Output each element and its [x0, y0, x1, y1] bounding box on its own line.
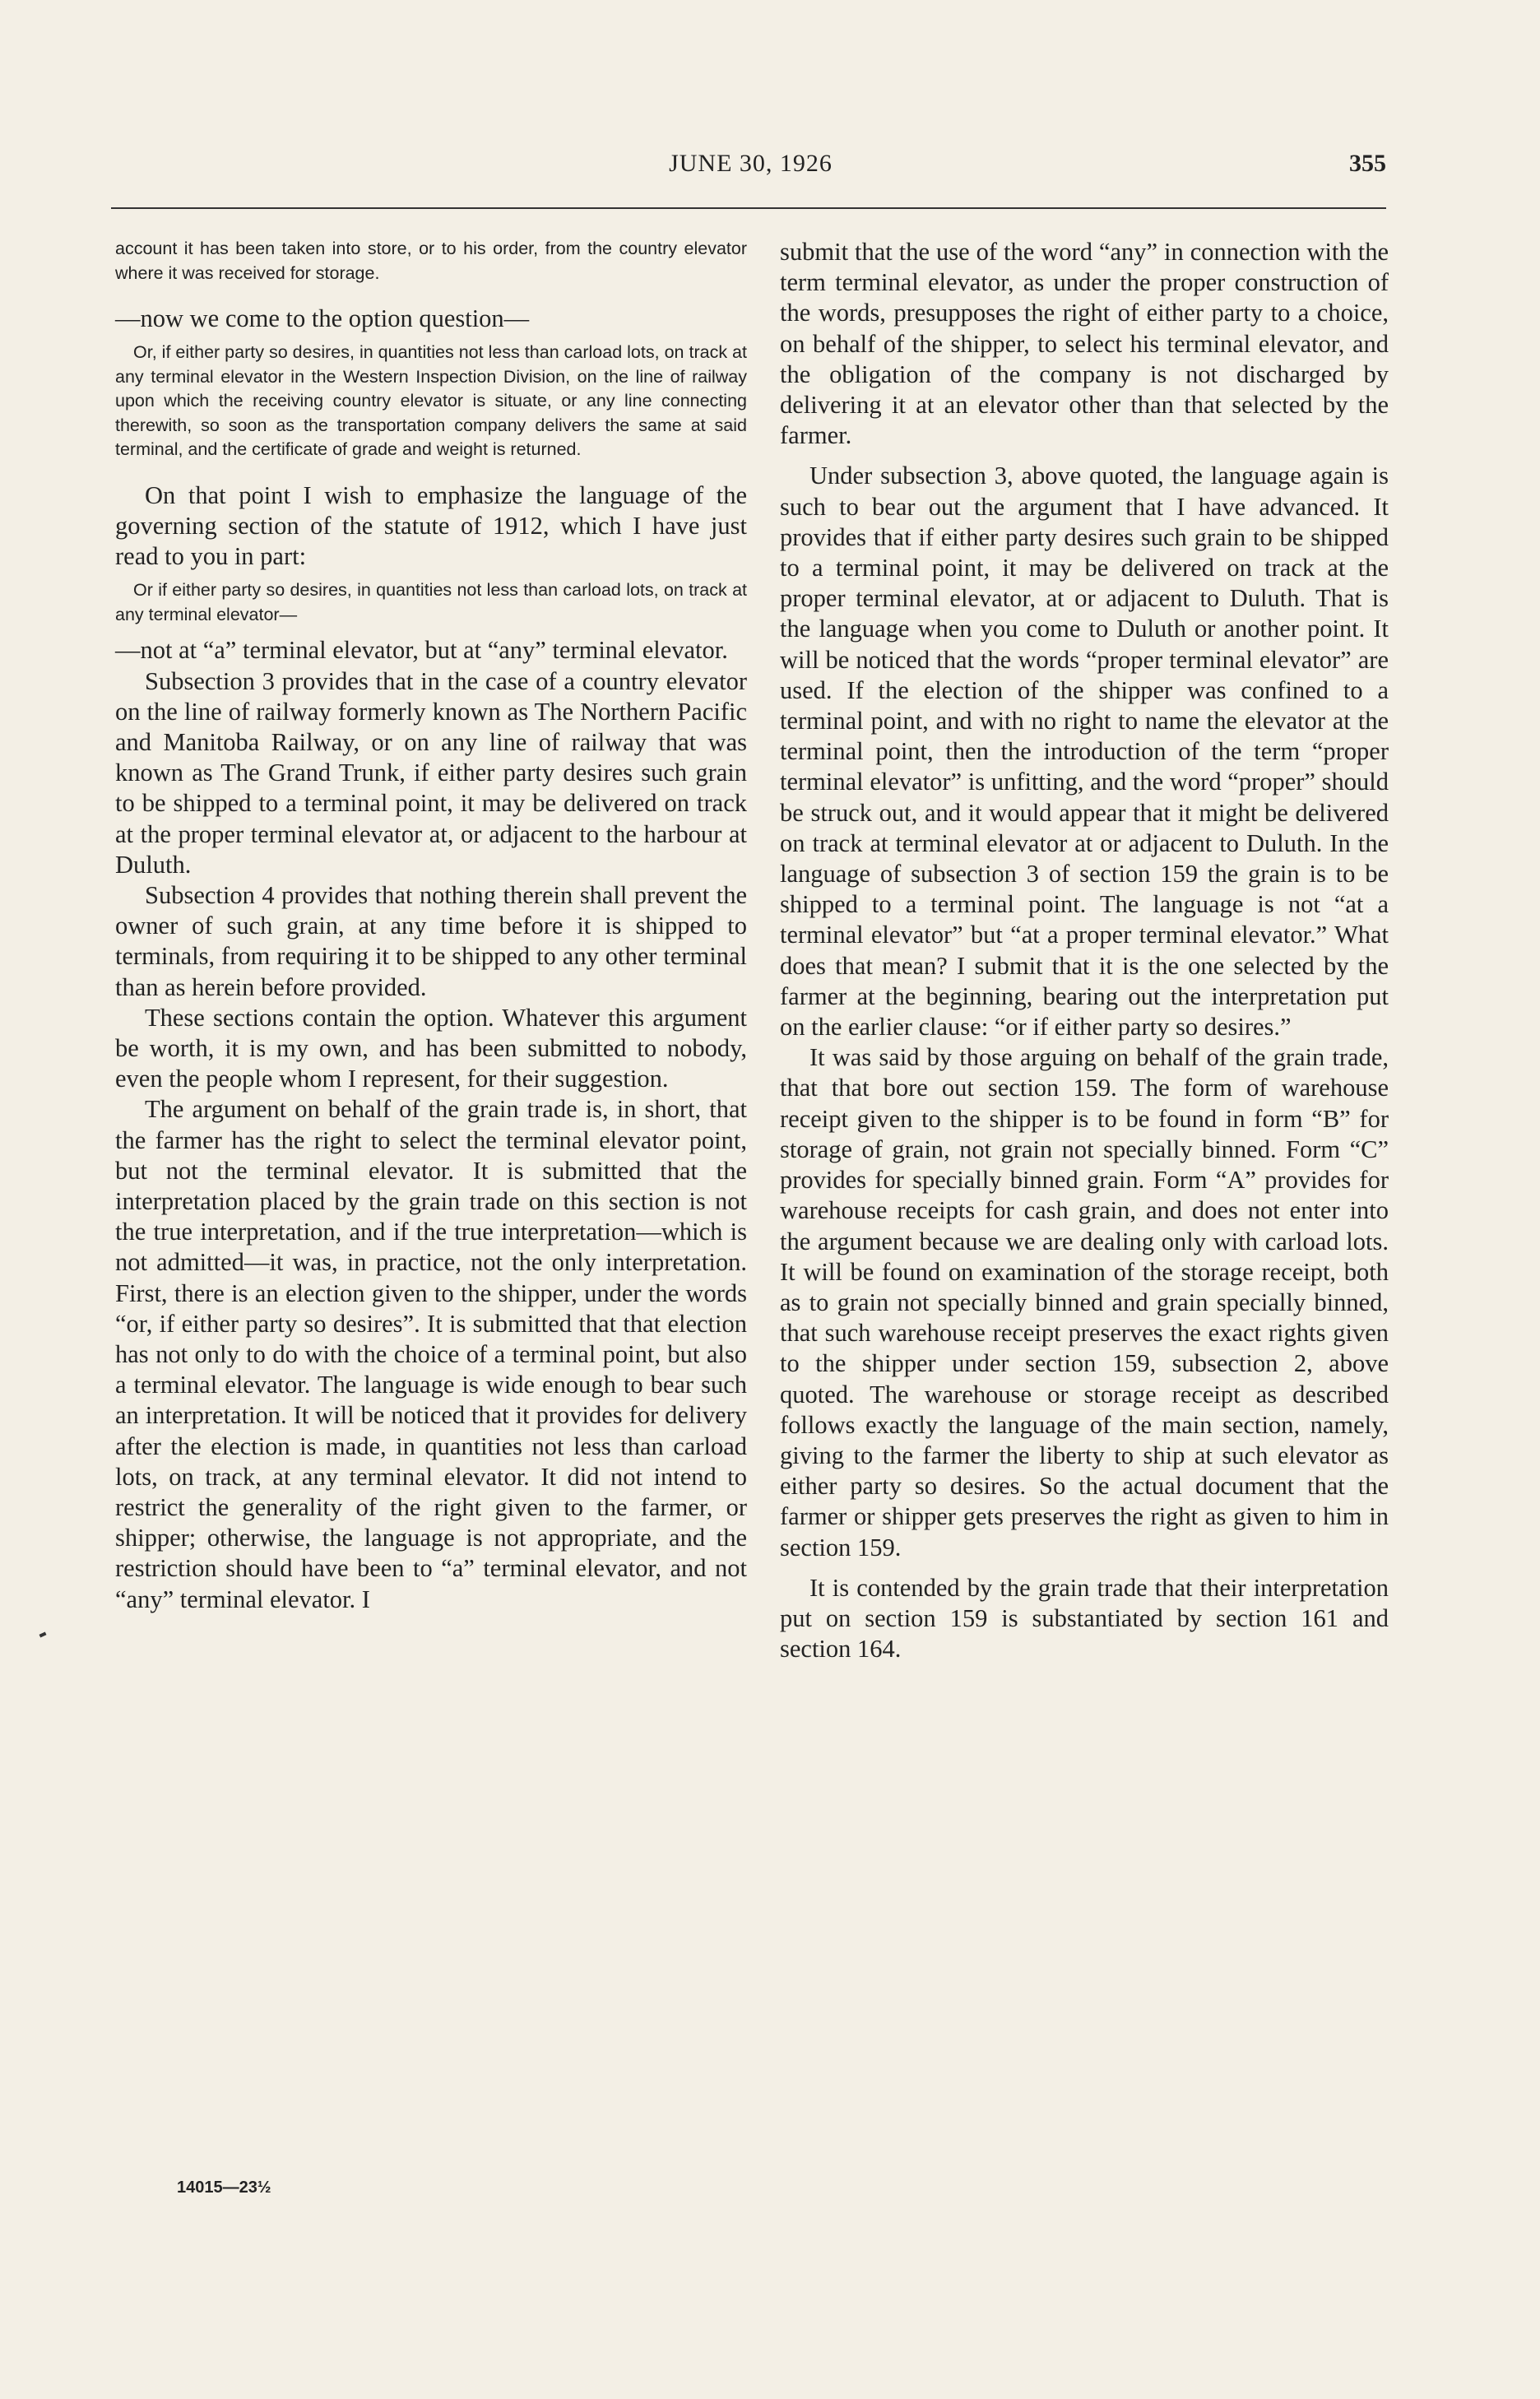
body-paragraph: Subsection 3 provides that in the case of a country elevator on the line of railway formerly known as The Northern Pacific and Manitoba Railway, or on any line of railway that was known as The Grand Trunk, if either party desires such grain to be shipped to a terminal point, it may be delivered on track at the proper terminal elevator at, or adjacent to the harbour at Duluth. — [115, 666, 747, 879]
body-paragraph: These sections contain the option. Whatever this argument be worth, it is my own, and has been submitted to nobody, even the people whom I represent, for their suggestion. — [115, 1003, 747, 1093]
running-header — [115, 150, 1386, 191]
left-column — [115, 237, 747, 1615]
body-paragraph: —not at “a” terminal elevator, but at “any” terminal elevator. — [115, 636, 728, 665]
body-paragraph: submit that the use of the word “any” in connection with the term terminal elevator, as under the proper construction of the words, presupposes the right of either party to a choice, on behalf of the shipper, to select his terminal elevator, and the obligation of the company is not discharged by delivering it at an elevator other than that selected by the farmer. — [780, 238, 1389, 450]
printer-mark: 14015—23½ — [177, 2179, 271, 2197]
header-rule — [111, 207, 1386, 209]
quote-paragraph: Or if either party so desires, in quantities not less than carload lots, on track at any terminal elevator— — [115, 580, 747, 624]
page-number: 355 — [1349, 150, 1386, 177]
stray-ink-mark — [39, 1631, 47, 1637]
body-paragraph: It is contended by the grain trade that their interpretation put on section 159 is substantiated by section 161 and section 164. — [780, 1573, 1389, 1664]
quote-paragraph: account it has been taken into store, or to his order, from the country elevator where it was received for storage. — [115, 239, 747, 283]
running-title: JUNE 30, 1926 — [669, 150, 833, 177]
body-paragraph: On that point I wish to emphasize the language of the governing section of the statute of 1912, which I have just read to you in part: — [115, 480, 747, 571]
quote-paragraph: Or, if either party so desires, in quantities not less than carload lots, on track at any terminal elevator in the Western Inspection Division, on the line of railway upon which the receiving country elevator is situate, or any line connecting therewith, so soon as the transportation company delivers the same at said terminal, and the certificate of grade and weight is returned. — [115, 342, 747, 460]
body-paragraph: Subsection 4 provides that nothing therein shall prevent the owner of such grain, at any time before it is shipped to terminals, from requiring it to be shipped to any other terminal than as herein before provided. — [115, 880, 747, 1001]
body-paragraph: Under subsection 3, above quoted, the language again is such to bear out the argument that I have advanced. It provides that if either party desires such grain to be shipped to a terminal point, it may be delivered on track at the proper terminal elevator, at or adjacent to Duluth. That is the language when you come to Duluth or another point. It will be noticed that the words “proper terminal elevator” are used. If the election of the shipper was confined to a terminal point, and with no right to name the elevator at the terminal point, then the introduction of the term “proper terminal elevator” is unfitting, and the word “proper” should be struck out, and it would appear that it might be delivered on track at terminal elevator at or adjacent to Duluth. In the language of subsection 3 of section 159 the grain is to be shipped to a terminal point. The language is not “at a terminal elevator” but “at a proper terminal elevator.” What does that mean? I submit that it is the one selected by the farmer at the beginning, bearing out the interpretation put on the earlier clause: “or if either party so desires.” — [780, 462, 1389, 1042]
right-column — [780, 237, 1389, 1664]
body-paragraph: It was said by those arguing on behalf of the grain trade, that that bore out section 159. The form of warehouse receipt given to the shipper is to be found in form “B” for storage of grain, not grain not specially binned. Form “C” provides for specially binned grain. Form “A” provides for warehouse receipts for cash grain, and does not enter into the argument because we are dealing only with carload lots. It will be found on examination of the storage receipt, both as to grain not specially binned and grain specially binned, that such warehouse receipt preserves the exact rights given to the shipper under section 159, subsection 2, above quoted. The warehouse or storage receipt as described follows exactly the language of the main section, namely, giving to the farmer the liberty to ship at such elevator as either party so desires. So the actual document that the farmer or shipper gets preserves the right as given to him in section 159. — [780, 1043, 1389, 1561]
body-paragraph: The argument on behalf of the grain trade is, in short, that the farmer has the right to select the terminal elevator point, but not the terminal elevator. It is submitted that the interpretation placed by the grain trade on this section is not the true interpretation, and if the true interpretation—which is not admitted—it was, in practice, not the only interpretation. First, there is an election given to the shipper, under the words “or, if either party so desires”. It is submitted that that election has not only to do with the choice of a terminal point, but also a terminal elevator. The language is wide enough to bear such an interpretation. It will be noticed that it provides for delivery after the election is made, in quantities not less than carload lots, on track, at any terminal elevator. It did not intend to restrict the generality of the right given to the farmer, or shipper; otherwise, the language is not appropriate, and the restriction should have been to “a” terminal elevator, and not “any” terminal elevator. I — [115, 1095, 747, 1613]
body-paragraph: —now we come to the option question— — [115, 304, 530, 332]
